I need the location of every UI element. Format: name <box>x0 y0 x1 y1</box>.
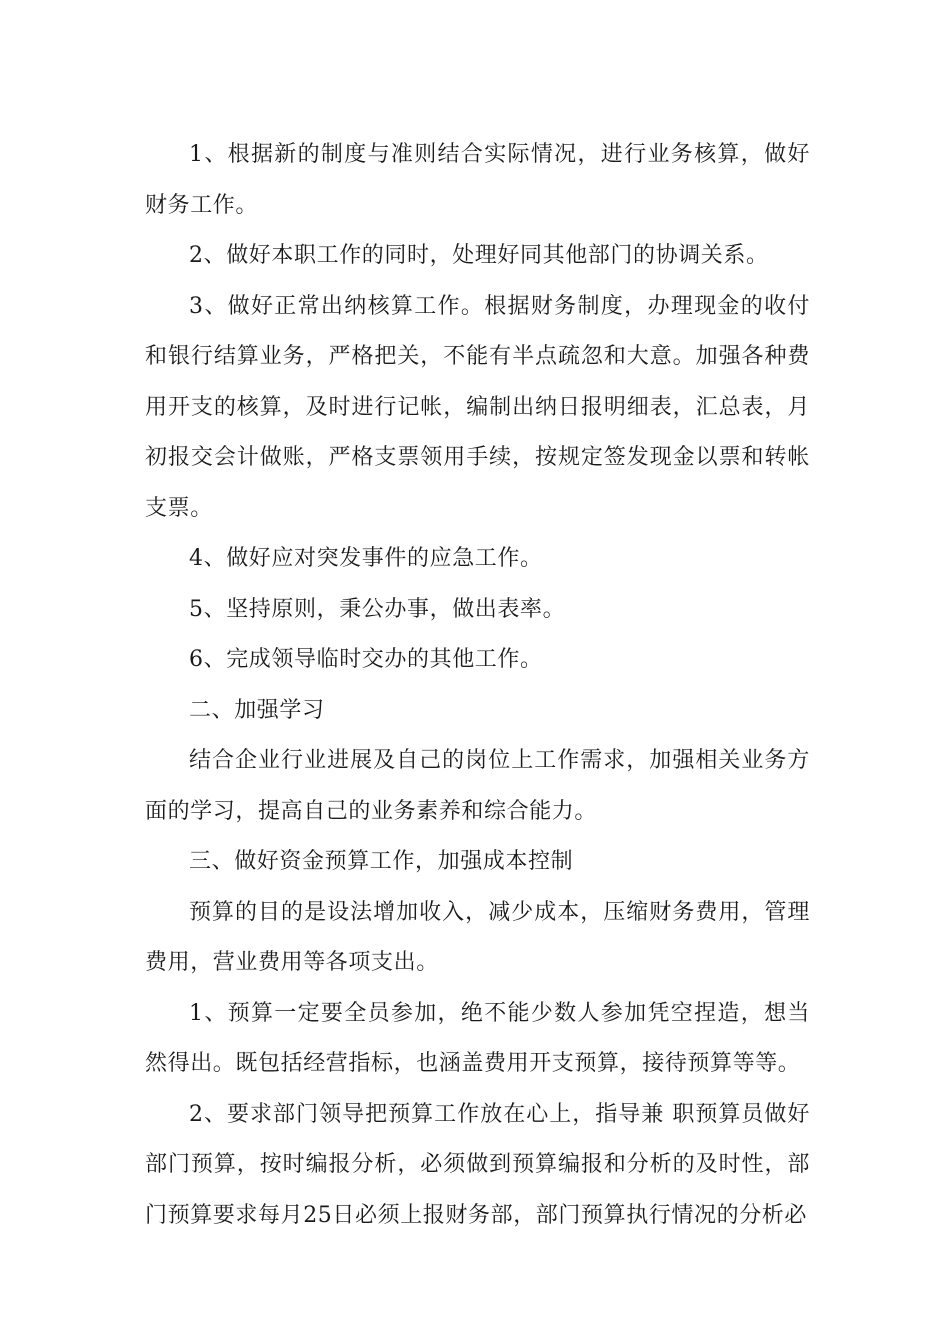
paragraph-duty-1: 1、根据新的制度与准则结合实际情况，进行业务核算，做好财务工作。 <box>145 142 810 218</box>
paragraph-study: 结合企业行业进展及自己的岗位上工作需求，加强相关业务方面的学习，提高自己的业务素养和综合能力。 <box>145 748 810 824</box>
paragraph-duty-6: 6、完成领导临时交办的其他工作。 <box>189 647 543 672</box>
paragraph-duty-5: 5、坚持原则，秉公办事，做出表率。 <box>189 596 566 622</box>
paragraph-duty-3: 3、做好正常出纳核算工作。根据财务制度，办理现金的收付和银行结算业务，严格把关，不能有半点疏忽和大意。加强各种费用开支的核算，及时进行记帐，编制出纳日报明细表，汇总表，月初报交会计做账，严格支票领用手续，按规定签发现金以票和转帐支票。 <box>145 293 810 521</box>
section-heading-study: 二、加强学习 <box>189 697 325 723</box>
document-body <box>145 130 810 1241</box>
paragraph-budget-intro: 预算的目的是设法增加收入，减少成本，压缩财务费用，管理费用，营业费用等各项支出。 <box>145 899 810 975</box>
section-heading-budget: 三、做好资金预算工作，加强成本控制 <box>189 849 574 874</box>
paragraph-budget-1: 1、预算一定要全员参加，绝不能少数人参加凭空捏造，想当然得出。既包括经营指标，也涵盖费用开支预算，接待预算等等。 <box>145 1000 810 1076</box>
paragraph-duty-4: 4、做好应对突发事件的应急工作。 <box>189 546 543 571</box>
paragraph-duty-2: 2、做好本职工作的同时，处理好同其他部门的协调关系。 <box>189 243 769 268</box>
paragraph-budget-2: 2、要求部门领导把预算工作放在心上，指导兼 职预算员做好部门预算，按时编报分析，必须做到预算编报和分析的及时性，部门预算要求每月25日必须上报财务部，部门预算执行情况的分析必 <box>145 1101 810 1228</box>
